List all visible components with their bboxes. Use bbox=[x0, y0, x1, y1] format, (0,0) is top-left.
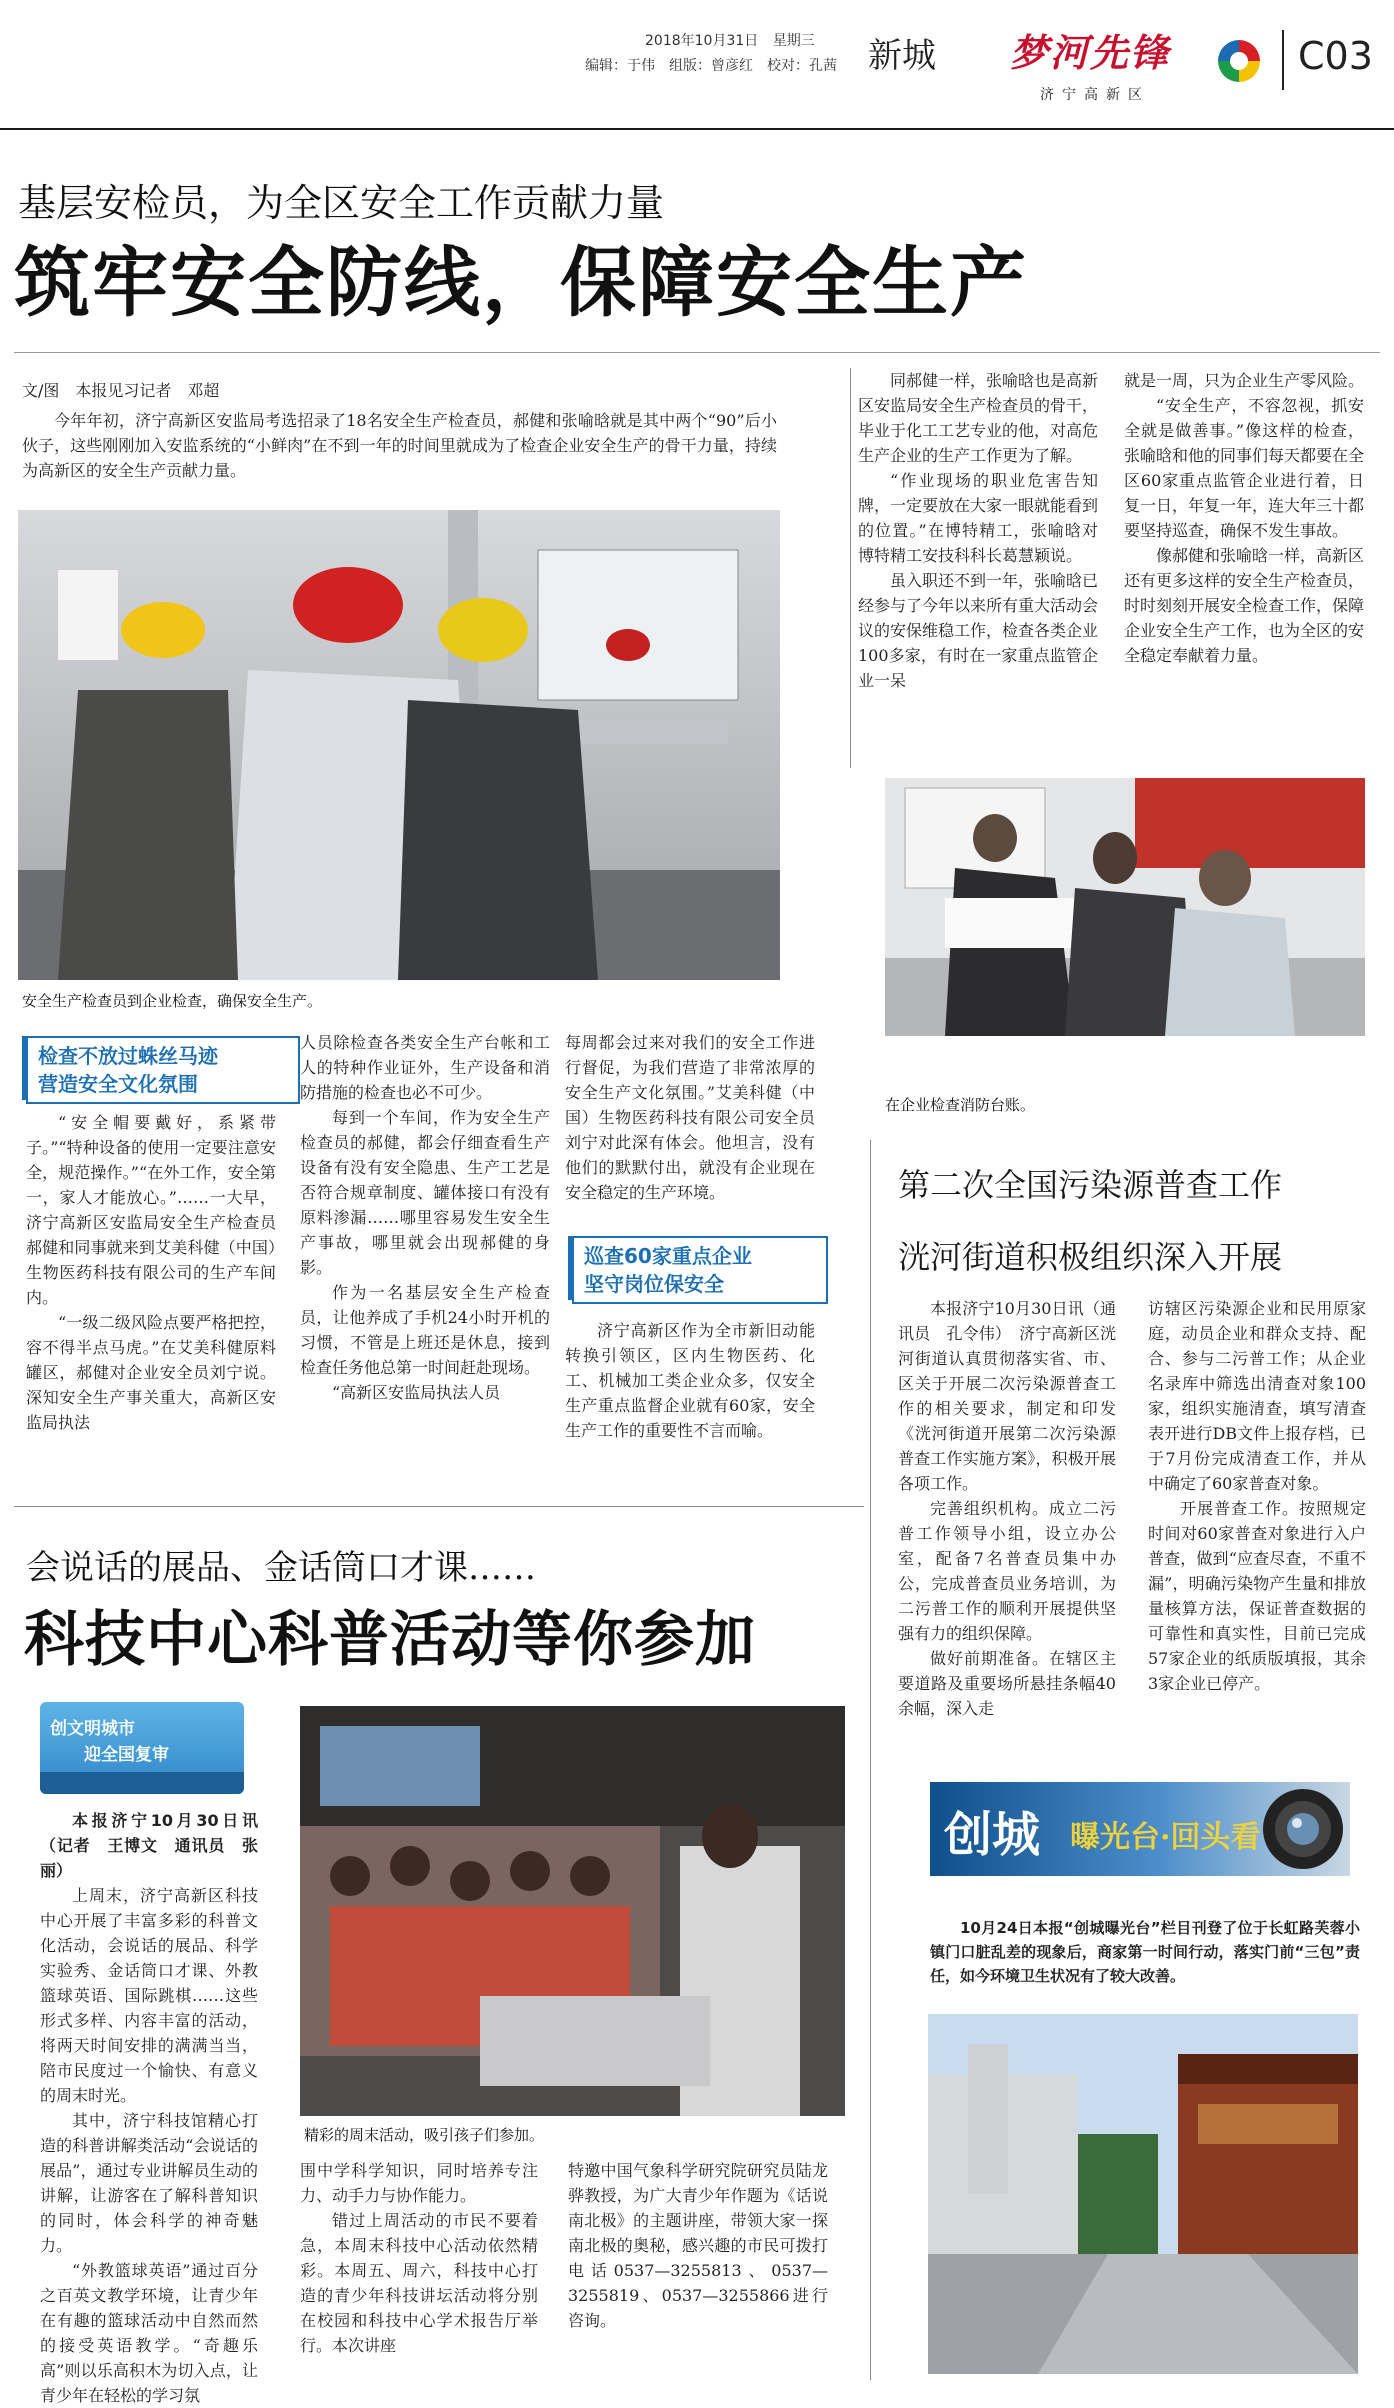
paragraph: 10月24日本报“创城曝光台”栏目刊登了位于长虹路芙蓉小镇门口脏乱差的现象后，商家第一时间行动，落实门前“三包”责任，如今环境卫生状况有了较大改善。 bbox=[930, 1919, 1360, 1985]
story3-col-a bbox=[898, 1296, 1116, 1721]
paragraph: 本报济宁10月30日讯（通讯员 孔令伟） 济宁高新区洸河街道认真贯彻落实省、市、区关于开展二次污染源普查工作的相关要求，制定和印发《洸河街道开展第二次污染源普查工作实施方案》，积极开展各项工作。 bbox=[898, 1299, 1116, 1493]
section-name: 新城 bbox=[868, 36, 936, 76]
page-number: C03 bbox=[1298, 34, 1373, 78]
civic-logo-line2: 迎全国复审 bbox=[84, 1745, 169, 1765]
paragraph: 就是一周，只为企业生产零风险。 bbox=[1124, 371, 1365, 390]
inspection-photo bbox=[18, 510, 780, 980]
paragraph: 访辖区污染源企业和民用原家庭，动员企业和群众支持、配合、参与二污普工作；从企业名录库中筛选出清查对象100家，组织实施清查，填写清查表开进行DB文件上报存档，已于7月份完成清查工作，并从中确定了60家普查对象。 bbox=[1148, 1299, 1366, 1493]
story2-col-a bbox=[40, 1808, 258, 2408]
fire-ledger-photo bbox=[885, 778, 1365, 1036]
paragraph: 作为一名基层安全生产检查员，让他养成了手机24小时开机的习惯，不管是上班还是休息，接到检查任务他总第一时间赶赴现场。 bbox=[300, 1283, 550, 1377]
paragraph: 上周末，济宁高新区科技中心开展了丰富多彩的科普文化活动，会说话的展品、科学实验秀、金话筒口才课、外教篮球英语、国际跳棋……这些形式多样、内容丰富的活动，将两天时间安排的满满当当，陪市民度过一个愉快、有意义的周末时光。 bbox=[40, 1886, 258, 2105]
brand-logo bbox=[1010, 22, 1190, 102]
science-activity-photo bbox=[300, 1706, 845, 2116]
brand-subtitle: 济宁高新区 bbox=[1040, 87, 1150, 103]
photo2-caption: 在企业检查消防台账。 bbox=[885, 1096, 1036, 1114]
paragraph: “安全生产，不容忽视，抓安全就是做善事。”像这样的检查，张喻晗和他的同事们每天都要在全区60家重点监管企业进行着，日复一日，年复一年，连大年三十都要坚持巡查，确保不发生事故。 bbox=[1124, 396, 1365, 540]
story1-col-b bbox=[300, 1030, 550, 1405]
subhead-2-line1: 巡查60家重点企业 bbox=[584, 1244, 752, 1268]
paragraph: 完善组织机构。成立二污普工作领导小组，设立办公室，配备7名普查员集中办公，完成普查员业务培训，为二污普工作的顺利开展提供坚强有力的组织保障。 bbox=[898, 1499, 1116, 1643]
paragraph: 错过上周活动的市民不要着急，本周末科技中心活动依然精彩。本周五、周六，科技中心打造的青少年科技讲坛活动将分别在校园和科技中心学术报告厅举行。本次讲座 bbox=[300, 2211, 538, 2355]
camera-lens-icon bbox=[1260, 1786, 1346, 1872]
subhead-2-line2: 坚守岗位保安全 bbox=[584, 1272, 724, 1296]
photo1-caption: 安全生产检查员到企业检查，确保安全生产。 bbox=[22, 992, 323, 1010]
story1-headline: 筑牢安全防线，保障安全生产 bbox=[14, 238, 1028, 327]
paragraph: 开展普查工作。按照规定时间对60家普查对象进行入户普查，做到“应查尽查，不重不漏”，明确污染物产生量和排放量核算方法，保证普查数据的可靠性和真实性，目前已完成57家企业的纸质版填报，其余3家企业已停产。 bbox=[1148, 1499, 1366, 1693]
paragraph: 特邀中国气象科学研究院研究员陆龙骅教授，为广大青少年作题为《话说南北极》的主题讲座，带领大家一探南北极的奥秘，感兴趣的市民可拨打电话0537—3255813、0537—3255819、0537—3255866进行咨询。 bbox=[568, 2161, 828, 2330]
story3-headline-1: 第二次全国污染源普查工作 bbox=[898, 1166, 1283, 1204]
paragraph: 济宁高新区作为全市新旧动能转换引领区，区内生物医药、化工、机械加工类企业众多，仅安全生产重点监督企业就有60家，安全生产工作的重要性不言而喻。 bbox=[565, 1321, 815, 1440]
story1-lead bbox=[22, 408, 777, 483]
story1-bottom-rule bbox=[14, 1506, 864, 1507]
story1-col-c-bottom bbox=[565, 1318, 815, 1443]
dateline: 本报济宁10月30日讯（记者 王博文 通讯员 张丽） bbox=[40, 1811, 258, 1880]
paragraph: 做好前期准备。在辖区主要道路及重要场所悬挂条幅40余幅，深入走 bbox=[898, 1649, 1116, 1718]
paragraph: 每周都会过来对我们的安全工作进行督促，为我们营造了非常浓厚的安全生产文化氛围。”艾美科健（中国）生物医药科技有限公司安全员刘宁对此深有体会。他坦言，没有他们的默默付出，就没有企业现在安全稳定的生产环境。 bbox=[565, 1033, 815, 1202]
street-photo bbox=[928, 2014, 1358, 2374]
banner-big: 创城 bbox=[944, 1807, 1041, 1863]
brand-calligraphy: 梦河先锋 bbox=[1010, 30, 1171, 75]
header-divider bbox=[1282, 30, 1284, 90]
skyline-icon bbox=[40, 1772, 244, 1794]
story1-col-c-top bbox=[565, 1030, 815, 1205]
cmyk-registration-icon bbox=[1216, 38, 1262, 84]
story3-headline-2: 洸河街道积极组织深入开展 bbox=[898, 1238, 1283, 1276]
banner-small: 曝光台·回头看 bbox=[1070, 1820, 1261, 1855]
paragraph: 虽入职还不到一年，张喻晗已经参与了今年以来所有重大活动会议的安保维稳工作，检查各类企业100多家，有时在一家重点监管企业一呆 bbox=[858, 571, 1099, 690]
lead-paragraph: 今年年初，济宁高新区安监局考选招录了18名安全生产检查员，郝健和张喻晗就是其中两个“90”后小伙子，这些刚刚加入安监系统的“小鲜肉”在不到一年的时间里就成为了检查企业安全生产的骨干力量，持续为高新区的安全生产贡献力量。 bbox=[22, 411, 777, 480]
col-rule-story1 bbox=[850, 368, 851, 768]
civic-logo-line1: 创文明城市 bbox=[50, 1719, 135, 1739]
story4-text bbox=[930, 1916, 1360, 1988]
subhead-2 bbox=[572, 1236, 828, 1304]
story2-col-b bbox=[300, 2158, 538, 2358]
subhead-1-line1: 检查不放过蛛丝马迹 bbox=[38, 1044, 218, 1068]
weekday: 星期三 bbox=[772, 33, 815, 49]
issue-date bbox=[645, 30, 815, 50]
editors-line: 编辑：于伟 组版：曾彦红 校对：孔茜 bbox=[585, 58, 837, 74]
paragraph: “高新区安监局执法人员 bbox=[332, 1383, 501, 1402]
col-rule-right bbox=[870, 1140, 871, 2380]
paragraph: “一级二级风险点要严格把控，容不得半点马虎。”在艾美科健原料罐区，郝健对企业安全员刘宁说。深知安全生产事关重大，高新区安监局执法 bbox=[26, 1313, 276, 1432]
date: 2018年10月31日 bbox=[645, 33, 759, 49]
subhead-1 bbox=[26, 1036, 300, 1104]
masthead-rule bbox=[0, 128, 1394, 130]
story1-byline: 文/图 本报见习记者 邓超 bbox=[22, 381, 220, 400]
paragraph: 人员除检查各类安全生产台帐和工人的特种作业证外，生产设备和消防措施的检查也必不可少。 bbox=[300, 1033, 550, 1102]
exposure-banner bbox=[930, 1782, 1350, 1876]
paragraph: 像郝健和张喻晗一样，高新区还有更多这样的安全生产检查员，时时刻刻开展安全检查工作，保障企业安全生产工作，也为全区的安全稳定奉献着力量。 bbox=[1124, 546, 1365, 665]
subhead-1-line2: 营造安全文化氛围 bbox=[38, 1072, 198, 1096]
paragraph: 每到一个车间，作为安全生产检查员的郝健，都会仔细查看生产设备有没有安全隐患、生产工艺是否符合规章制度、罐体接口有没有原料渗漏……哪里容易发生安全生产事故，哪里就会出现郝健的身影。 bbox=[300, 1108, 550, 1277]
story2-headline: 科技中心科普活动等你参加 bbox=[24, 1605, 756, 1675]
paragraph: “外教篮球英语”通过百分之百英文教学环境，让青少年在有趣的篮球活动中自然而然的接受英语教学。“奇趣乐高”则以乐高积木为切入点，让青少年在轻松的学习氛 bbox=[40, 2261, 258, 2405]
story1-headline-rule bbox=[14, 352, 1380, 353]
story1-col-a bbox=[26, 1110, 276, 1435]
masthead bbox=[0, 0, 1394, 130]
story1-col-d bbox=[858, 368, 1098, 693]
paragraph: 其中，济宁科技馆精心打造的科普讲解类活动“会说话的展品”，通过专业讲解员生动的讲解，让游客在了解科普知识的同时，体会科学的神奇魅力。 bbox=[40, 2111, 258, 2255]
story3-col-b bbox=[1148, 1296, 1366, 1696]
paragraph: 围中学科学知识，同时培养专注力、动手力与协作能力。 bbox=[300, 2161, 538, 2205]
civic-logo bbox=[40, 1702, 244, 1794]
story1-col-e bbox=[1124, 368, 1364, 668]
story1-kicker: 基层安检员，为全区安全工作贡献力量 bbox=[18, 181, 665, 225]
photo3-caption: 精彩的周末活动，吸引孩子们参加。 bbox=[304, 2126, 545, 2144]
story2-col-c bbox=[568, 2158, 828, 2333]
paragraph: “安全帽要戴好，系紧带子。”“特种设备的使用一定要注意安全，规范操作。”“在外工作，安全第一，家人才能放心。”……一大早，济宁高新区安监局安全生产检查员郝健和同事就来到艾美科健（中国）生物医药科技有限公司的生产车间内。 bbox=[26, 1113, 276, 1307]
paragraph: “作业现场的职业危害告知牌，一定要放在大家一眼就能看到的位置。”在博特精工，张喻晗对博特精工安技科科长葛慧颖说。 bbox=[858, 471, 1099, 565]
story2-kicker: 会说话的展品、金话筒口才课…… bbox=[26, 1548, 536, 1588]
paragraph: 同郝健一样，张喻晗也是高新区安监局安全生产检查员的骨干，毕业于化工工艺专业的他，对高危生产企业的生产工作更为了解。 bbox=[858, 371, 1099, 465]
